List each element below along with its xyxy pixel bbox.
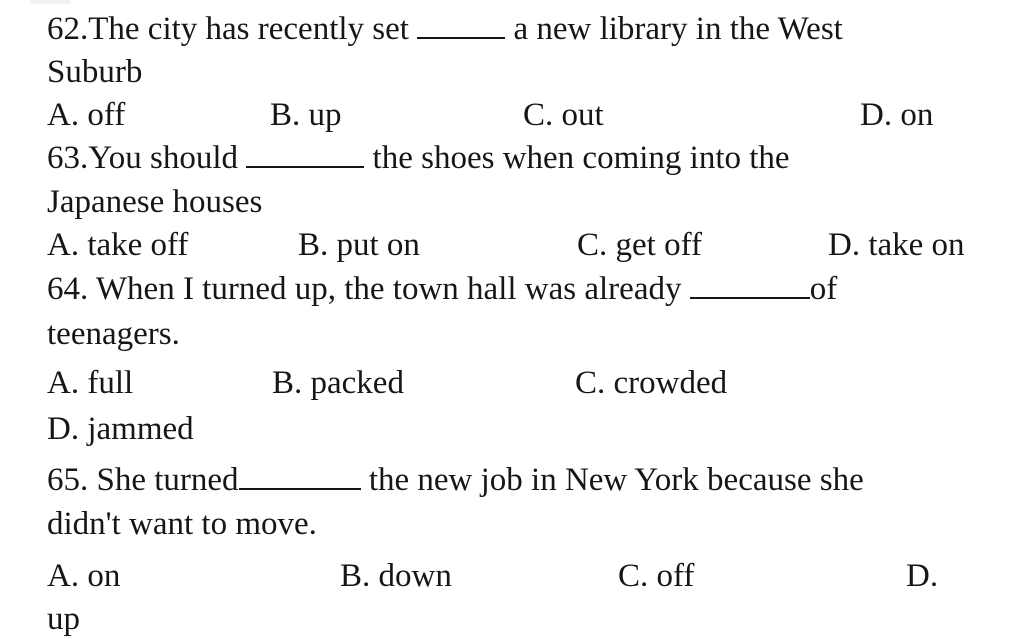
question-65-option-d: D. — [906, 558, 939, 594]
question-64-option-b: B. packed — [272, 365, 404, 401]
question-63-option-b: B. put on — [298, 227, 420, 263]
question-63-option-c: C. get off — [577, 227, 702, 263]
question-65-option-c: C. off — [618, 558, 695, 594]
question-65-stem-line2: didn't want to move. — [47, 506, 317, 542]
question-63-stem-line1 — [47, 139, 790, 177]
question-64-text-part2: of — [809, 271, 838, 307]
question-65-option-a: A. on — [47, 558, 121, 594]
question-64-stem-line1 — [47, 270, 837, 308]
question-64-text-part1: 64. When I turned up, the town hall was already — [47, 271, 690, 307]
question-62-stem-line1 — [47, 10, 843, 48]
question-62-option-b: B. up — [270, 97, 342, 133]
question-64-option-c: C. crowded — [575, 365, 728, 401]
question-64-option-d: D. jammed — [47, 411, 194, 447]
question-62-option-a: A. off — [47, 97, 126, 133]
question-63-blank — [246, 140, 364, 168]
question-65-option-d-continued: up — [47, 601, 80, 637]
question-65-text-part1: 65. She turned — [47, 462, 239, 498]
question-65-stem-line1 — [47, 461, 864, 499]
question-62-option-d: D. on — [860, 97, 934, 133]
question-65-blank — [239, 462, 361, 490]
question-62-blank — [417, 11, 505, 39]
question-63-stem-line2: Japanese houses — [47, 184, 263, 220]
question-62-stem-line2: Suburb — [47, 54, 143, 90]
question-62-option-c: C. out — [523, 97, 604, 133]
question-64-blank — [690, 271, 810, 299]
question-63-option-a: A. take off — [47, 227, 189, 263]
question-63-text-part1: 63.You should — [47, 140, 247, 176]
question-65-text-part2: the new job in New York because she — [360, 462, 864, 498]
question-63-text-part2: the shoes when coming into the — [364, 140, 790, 176]
question-62-text-part1: 62.The city has recently set — [47, 11, 418, 47]
question-62-text-part2: a new library in the West — [505, 11, 843, 47]
question-64-option-a: A. full — [47, 365, 134, 401]
question-64-stem-line2: teenagers. — [47, 316, 180, 352]
question-65-option-b: B. down — [340, 558, 452, 594]
question-63-option-d: D. take on — [828, 227, 965, 263]
